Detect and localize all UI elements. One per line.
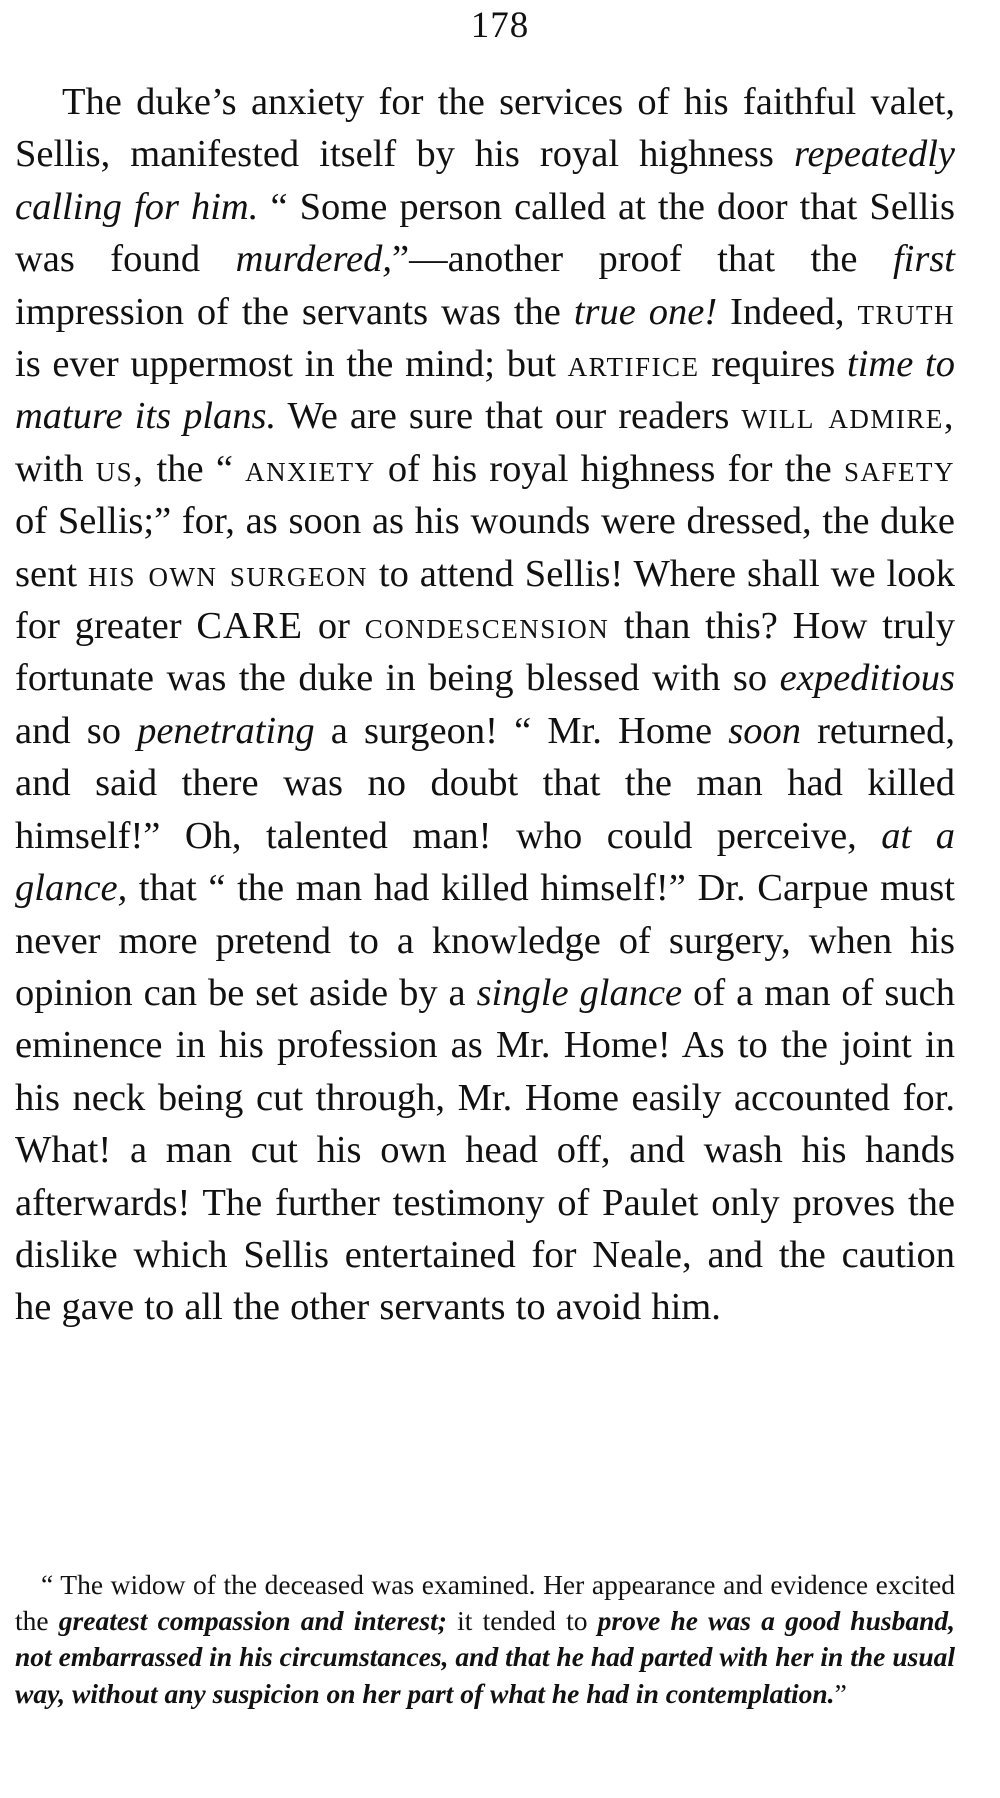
- text-run: ”—another proof that the: [392, 238, 893, 281]
- italic-emphasis: expeditious: [779, 657, 955, 700]
- small-caps-emphasis: truth: [857, 290, 956, 333]
- small-caps-emphasis: anxiety: [245, 447, 376, 490]
- text-run: it tended to: [446, 1605, 598, 1637]
- italic-emphasis: time to mature its plans.: [15, 343, 956, 438]
- text-run: “ The widow of the deceased was examined. Her appearance and evidence excited the: [15, 1569, 955, 1637]
- small-caps-emphasis: safety: [844, 447, 956, 490]
- text-run: “ Some person called at the door that Sellis was found: [15, 185, 956, 281]
- quoted-passage: [15, 1567, 955, 1712]
- italic-emphasis: murdered,: [235, 238, 393, 281]
- text-run: to attend Sellis! Where shall we look for greater: [15, 552, 955, 648]
- italic-emphasis: true one!: [573, 290, 718, 333]
- italic-emphasis: prove he was a good husband, not embarrassed in his circumstances, and that he had parted with her in the usual way, without any suspicion on her part of what he had in contemplation.: [15, 1605, 955, 1709]
- text-run: that “ the man had killed himself!” Dr. Carpue must never more pretend to a knowledge of surgery, when his opinion can be set aside by a: [15, 867, 955, 1014]
- italic-emphasis: soon: [728, 709, 801, 752]
- italic-emphasis: greatest compassion and interest;: [58, 1605, 447, 1637]
- italic-emphasis: first: [892, 238, 955, 281]
- small-caps-emphasis: artifice: [567, 343, 700, 386]
- small-caps-emphasis: will admire,: [741, 395, 955, 438]
- italic-emphasis: single glance: [476, 971, 683, 1014]
- small-caps-emphasis: us,: [95, 447, 145, 490]
- text-run: of his royal highness for the: [375, 447, 844, 490]
- text-run: than this? How truly fortunate was the duke in being blessed with so: [15, 605, 955, 700]
- text-run: We are sure that our readers: [276, 395, 742, 438]
- page-number: 178: [470, 5, 530, 46]
- text-run: Indeed,: [717, 290, 858, 333]
- text-run: returned, and said there was no doubt that the man had killed himself!” Oh, talented man! who could perceive,: [15, 709, 955, 857]
- text-run: impression of the servants was the: [15, 290, 574, 333]
- italic-emphasis: at a glance,: [15, 814, 955, 910]
- text-run: ”: [834, 1677, 847, 1709]
- small-caps-emphasis: his own surgeon: [87, 552, 368, 595]
- italic-emphasis: penetrating: [137, 709, 315, 752]
- text-run: and so: [15, 709, 138, 752]
- text-run: of Sellis;” for, as soon as his wounds were dressed, the duke sent: [15, 500, 955, 595]
- main-paragraph: [15, 76, 955, 1334]
- text-run: or: [303, 605, 365, 648]
- text-run: of a man of such eminence in his profession as Mr. Home! As to the joint in his neck being cut through, Mr. Home easily accounted for. What! a man cut his own head off, and wash his hands afterwards! The further testimony of Paulet only proves the dislike which Sellis entertained for Neale, and the caution he gave to all the other servants to avoid him.: [15, 971, 955, 1329]
- small-caps-emphasis: condescension: [364, 605, 610, 648]
- text-run: the “: [144, 447, 246, 490]
- text-run: requires: [699, 343, 848, 386]
- text-run: The duke’s anxiety for the services of his faithful valet, Sellis, manifested itself by his royal highness: [15, 81, 955, 176]
- text-run: a surgeon! “ Mr. Home: [314, 709, 729, 752]
- italic-emphasis: repeatedly calling for him.: [15, 133, 955, 228]
- capitals-emphasis: CARE: [196, 605, 304, 648]
- text-run: is ever uppermost in the mind; but: [15, 343, 568, 386]
- text-run: with: [15, 447, 96, 490]
